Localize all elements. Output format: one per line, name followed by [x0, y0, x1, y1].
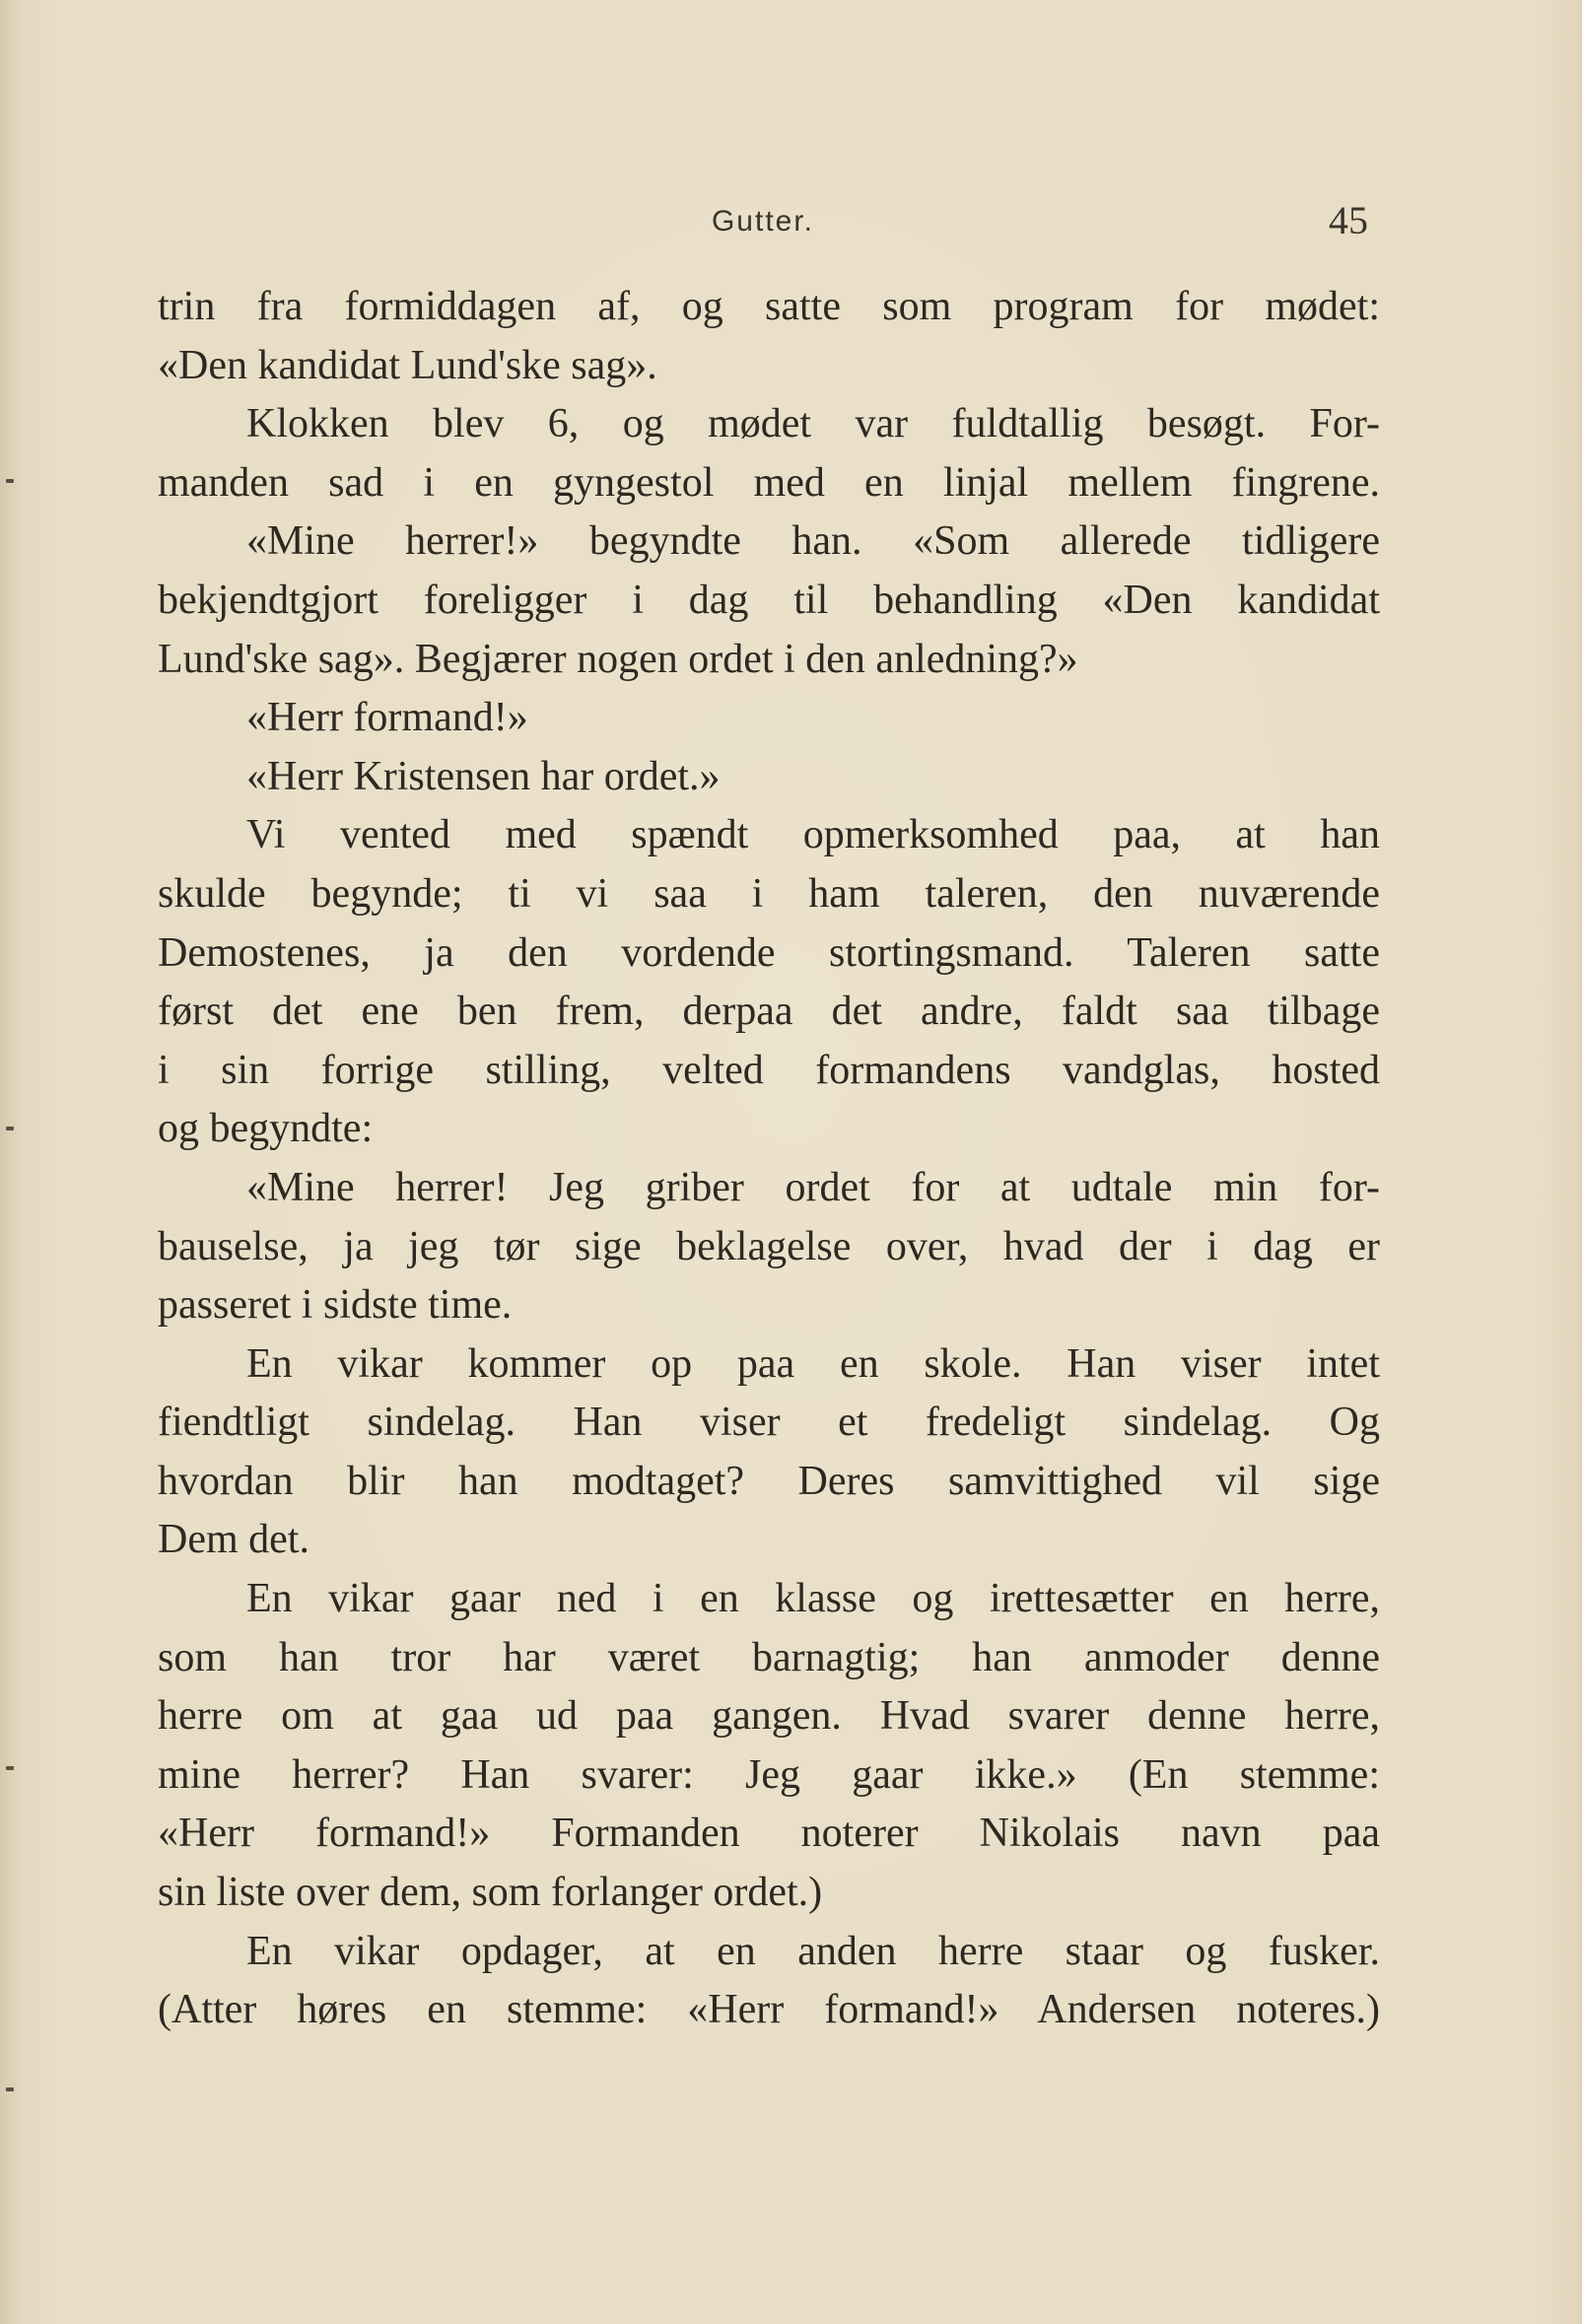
text-line: passeret i sidste time. [158, 1282, 513, 1329]
body-text [158, 278, 1380, 2040]
edge-mark [6, 1127, 14, 1130]
page-number: 45 [1329, 198, 1368, 242]
text-line: fiendtligt sindelag. Han viser et fredeligt sindelag. Og [158, 1400, 1380, 1446]
text-line: En vikar kommer op paa en skole. Han viser intet [246, 1340, 1380, 1387]
text-line: Lund'ske sag». Begjærer nogen ordet i den anledning?» [158, 636, 1078, 682]
edge-mark [6, 2087, 14, 2091]
text-line: og begyndte: [158, 1106, 374, 1152]
text-line: «Den kandidat Lund'ske sag». [158, 342, 657, 388]
edge-mark [6, 1766, 14, 1770]
text-line: (Atter høres en stemme: «Herr formand!» Andersen noteres.) [158, 1987, 1380, 2033]
text-line: sin liste over dem, som forlanger ordet.) [158, 1870, 823, 1916]
text-line: «Mine herrer!» begyndte han. «Som allerede tidligere [246, 518, 1380, 565]
text-line: «Herr formand!» Formanden noterer Nikolais navn paa [158, 1811, 1380, 1857]
text-line: Klokken blev 6, og mødet var fuldtallig besøgt. For- [246, 401, 1380, 447]
text-line: bekjendtgjort foreligger i dag til behandling «Den kandidat [158, 577, 1380, 623]
running-head [158, 193, 1368, 252]
text-line: skulde begynde; ti vi saa i ham taleren, den nuværende [158, 870, 1380, 917]
text-line: bauselse, ja jeg tør sige beklagelse over, hvad der i dag er [158, 1223, 1380, 1269]
text-line: Vi vented med spændt opmerksomhed paa, at han [246, 812, 1380, 858]
text-line: «Mine herrer! Jeg griber ordet for at udtale min for- [246, 1164, 1380, 1210]
text-line: En vikar opdager, at en anden herre staar og fusker. [246, 1928, 1380, 1974]
edge-mark [6, 479, 14, 483]
text-line: «Herr formand!» [246, 695, 528, 741]
text-line: trin fra formiddagen af, og satte som program for mødet: [158, 284, 1380, 329]
text-line: som han tror har været barnagtig; han anmoder denne [158, 1634, 1380, 1680]
text-line: først det ene ben frem, derpaa det andre, faldt saa tilbage [158, 989, 1380, 1035]
text-line: «Herr Kristensen har ordet.» [246, 753, 721, 799]
running-title: Gutter. [711, 205, 815, 238]
text-line: herre om at gaa ud paa gangen. Hvad svarer denne herre, [158, 1693, 1380, 1740]
text-line: Dem det. [158, 1517, 310, 1563]
text-line: i sin forrige stilling, velted formandens vandglas, hosted [158, 1047, 1380, 1093]
text-line: Demostenes, ja den vordende stortingsmand. Taleren satte [158, 929, 1380, 976]
text-line: manden sad i en gyngestol med en linjal mellem fingrene. [158, 459, 1380, 506]
text-line: En vikar gaar ned i en klasse og irettesætter en herre, [246, 1576, 1380, 1622]
text-line: hvordan blir han modtaget? Deres samvittighed vil sige [158, 1458, 1380, 1504]
text-line: mine herrer? Han svarer: Jeg gaar ikke.» (En stemme: [158, 1751, 1380, 1798]
